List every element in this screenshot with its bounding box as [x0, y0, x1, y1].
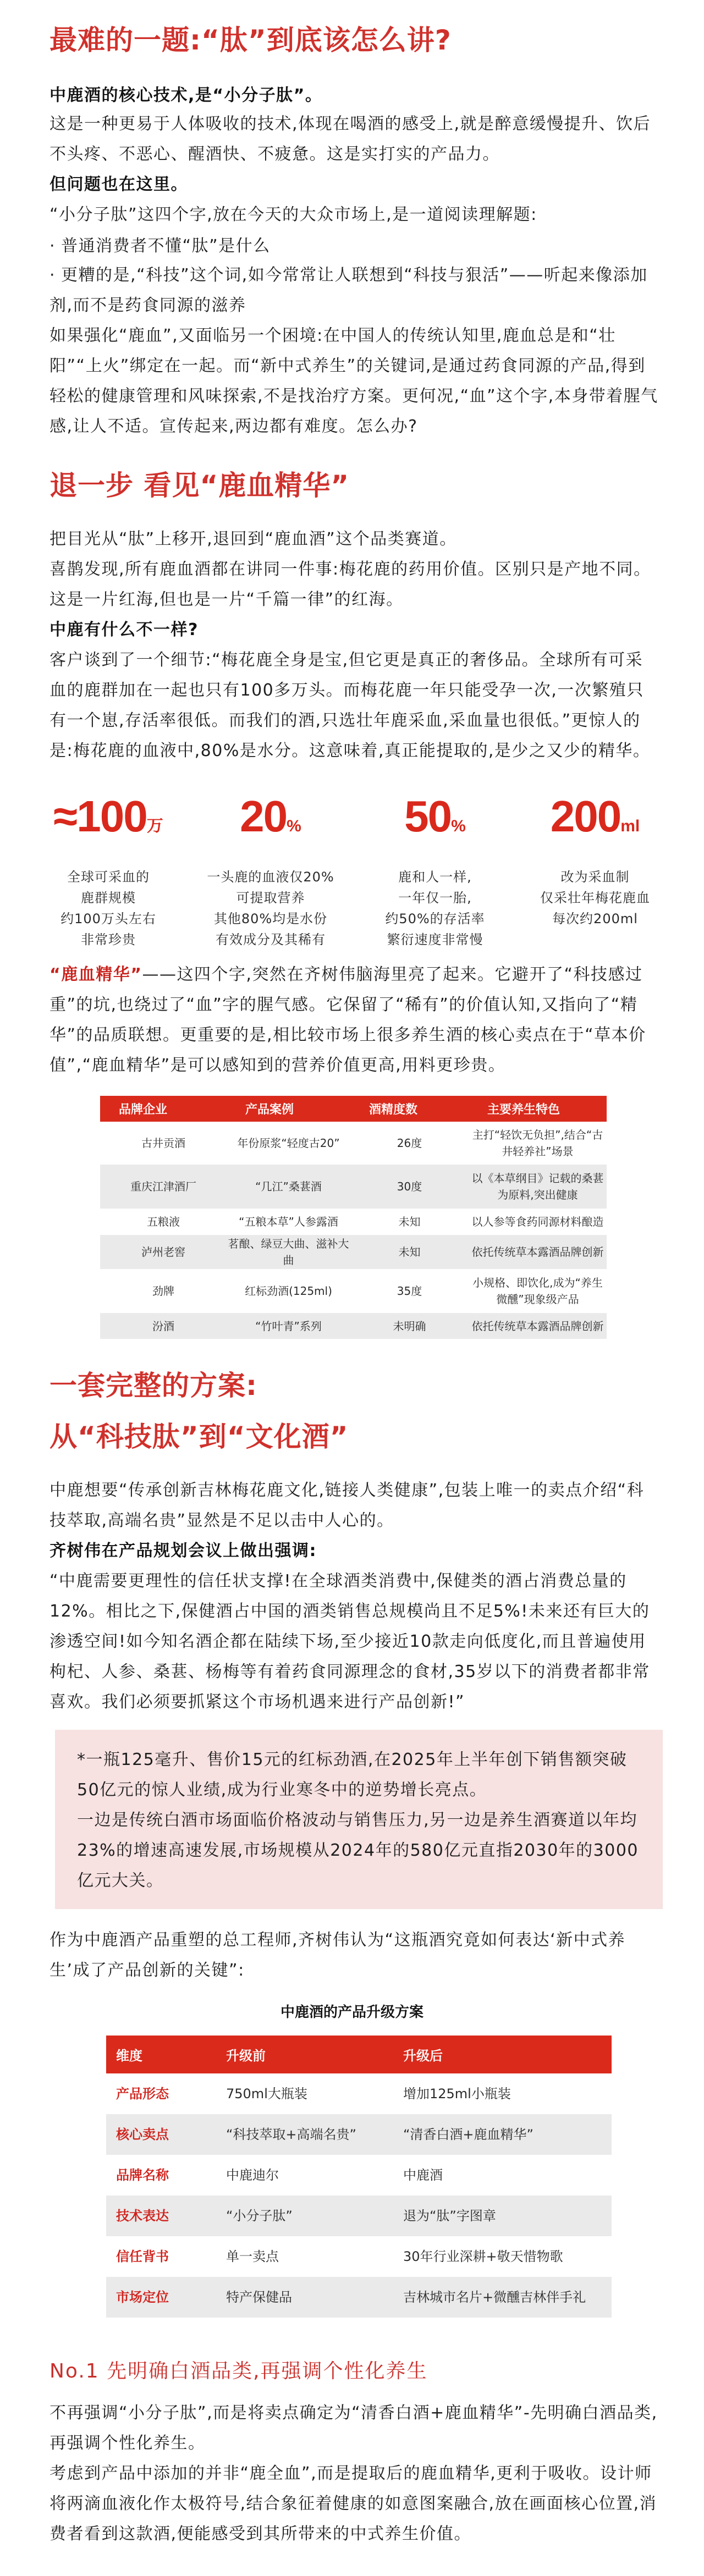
- bullet-item: · 更糟的是,“科技”这个词,如今常常让人联想到“科技与狠活”——听起来像添加剂,而不是药食同源的滋养: [50, 260, 660, 321]
- column-header: 酒精度数: [350, 1096, 469, 1122]
- table-row: 产品形态 750ml大瓶装 增加125ml小瓶装: [116, 2086, 511, 2101]
- paragraph-client-detail: 客户谈到了一个细节:“梅花鹿全身是宝,但它更是真正的奢侈品。全球所有可采血的鹿群加在一起也只有100多万头。而梅花鹿一年只能受孕一次,一次繁殖只有一个崽,存活率很低。而我们的酒,只选壮年鹿采血,采血量也很低。”更惊人的是:梅花鹿的血液中,80%是水分。这意味着,真正能提取的,是少之又少的精华。: [50, 650, 651, 760]
- column-header: 维度: [106, 2036, 216, 2073]
- callout-paragraph: 一边是传统白酒市场面临价格波动与销售压力,另一边是养生酒赛道以年均23%的增速高速发展,市场规模从2024年的580亿元直指2030年的3000亿元大关。: [77, 1811, 639, 1890]
- column-header: 品牌企业: [100, 1096, 227, 1122]
- callout-box: [55, 1730, 663, 1909]
- paragraph-quote: “中鹿需要更理性的信任状支撑!在全球酒类消费中,保健类的酒占消费总量的12%。相比之下,保健酒占中国的酒类销售总规模尚且不足5%!未来还有巨大的渗透空间!如今知名酒企都在陆续下场,至少接近10款走向低度化,而且普遍使用枸杞、人参、桑葚、杨梅等有着药食同源理念的食材,35岁以下的消费者都非常喜欢。我们必须要抓紧这个市场机遇来进行产品创新!”: [50, 1571, 650, 1712]
- paragraph-no1-positioning: 不再强调“小分子肽”,而是将卖点确定为“清香白酒+鹿血精华”-先明确白酒品类,再强调个性化养生。: [50, 2403, 658, 2453]
- paragraph-red-ocean: 这是一片红海,但也是一片“千篇一律”的红海。: [50, 590, 404, 609]
- stat-extractable: [194, 792, 348, 950]
- table-row: 信任背书 单一卖点 30年行业深耕+敬天惜物歌: [116, 2249, 563, 2264]
- stat-value: 200ml: [550, 792, 640, 841]
- paragraph-deer-blood-dilemma: 如果强化“鹿血”,又面临另一个困境:在中国人的传统认知里,鹿血总是和“壮阳”“上火”绑定在一起。而“新中式养生”的关键词,是通过药食同源的产品,得到轻松的健康管理和风味探索,不是找治疗方案。更何况,“血”这个字,本身带着腥气感,让人不适。宣传起来,两边都有难度。怎么办?: [50, 326, 658, 436]
- table-header-row: [100, 1096, 607, 1122]
- table-row: 泸州老窖 茗酿、绿豆大曲、滋补大曲 未知 依托传统草本露酒品牌创新: [100, 1235, 607, 1269]
- paragraph-essence-insight: “鹿血精华”——这四个字,突然在齐树伟脑海里亮了起来。它避开了“科技感过重”的坑,也绕过了“血”字的腥气感。它保留了“稀有”的价值认知,又指向了“精华”的品质联想。更重要的是,相比较市场上很多养生酒的核心卖点在于“草本价值”,“鹿血精华”是可以感知到的营养价值更高,用料更珍贵。: [50, 965, 646, 1075]
- stat-blood-per-draw: [518, 792, 672, 929]
- upgrade-table: [106, 2036, 612, 2318]
- column-header: 升级前: [216, 2036, 393, 2073]
- paragraph-shift-focus: 把目光从“肽”上移开,退回到“鹿血酒”这个品类赛道。: [50, 529, 457, 549]
- section-heading-culture-wine: 从“科技肽”到“文化酒”: [50, 1421, 349, 1453]
- table-row: 重庆江津酒厂 “几江”桑葚酒 30度 以《本草纲目》记载的桑葚为原料,突出健康: [100, 1165, 607, 1209]
- section-heading-complete-plan: 一套完整的方案:: [50, 1370, 257, 1402]
- paragraph-chief-engineer: 作为中鹿酒产品重塑的总工程师,齐树伟认为“这瓶酒究竟如何表达‘新中式养生’成了产品创新的关键”:: [50, 1930, 626, 1980]
- competitor-table: [100, 1096, 607, 1339]
- table-row: 市场定位 特产保健品 吉林城市名片+微醺吉林伴手礼: [106, 2277, 612, 2318]
- stat-herd-size: [31, 792, 185, 950]
- table-row: 五粮液 “五粮本草”人参露酒 未知 以人参等食药同源材料酿造: [147, 1215, 604, 1228]
- paragraph-reading-question: “小分子肽”这四个字,放在今天的大众市场上,是一道阅读理解题:: [50, 205, 537, 224]
- table-row: 核心卖点 “科技萃取+高端名贵” “清香白酒+鹿血精华”: [106, 2114, 612, 2155]
- paragraph-brand-goal: 中鹿想要“传承创新吉林梅花鹿文化,链接人类健康”,包装上唯一的卖点介绍“科技萃取,高端名贵”显然是不足以击中人心的。: [50, 1481, 645, 1530]
- column-header: 产品案例: [227, 1096, 350, 1122]
- table-header-row: [106, 2036, 612, 2073]
- stat-survival-rate: [358, 792, 512, 950]
- table-row: 品牌名称 中鹿迪尔 中鹿酒: [116, 2167, 443, 2183]
- bullet-item: · 普通消费者不懂“肽”是什么: [50, 231, 660, 261]
- table-row: 劲牌 红标劲酒(125ml) 35度 小规格、即饮化,成为“养生微醺”现象级产品: [152, 1276, 603, 1306]
- stat-value: ≈100万: [53, 792, 163, 841]
- bold-what-different: 中鹿有什么不一样?: [50, 620, 199, 639]
- upgrade-table-title: 中鹿酒的产品升级方案: [280, 2004, 424, 2021]
- callout-paragraph: *一瓶125毫升、售价15元的红标劲酒,在2025年上半年创下销售额突破50亿元的惊人业绩,成为行业寒冬中的逆势增长亮点。: [77, 1750, 628, 1800]
- table-row: 技术表达 “小分子肽” 退为“肽”字图章: [106, 2196, 612, 2236]
- highlight-deer-essence: “鹿血精华”: [50, 965, 142, 984]
- table-row: 古井贡酒 年份原浆“轻度古20” 26度 主打“轻饮无负担”,结合“古井轻养社”场景: [141, 1128, 603, 1158]
- stat-caption: 一头鹿的血液仅20% 可提取营养 其他80%均是水份 有效成分及其稀有: [207, 869, 334, 947]
- paragraph-all-same: 喜鹊发现,所有鹿血酒都在讲同一件事:梅花鹿的药用价值。区别只是产地不同。: [50, 560, 651, 579]
- section-heading-deer-essence: 退一步 看见“鹿血精华”: [50, 470, 350, 501]
- paragraph-tech-benefit: 这是一种更易于人体吸收的技术,体现在喝酒的感受上,就是醉意缓慢提升、饮后不头疼、不恶心、醒酒快、不疲惫。这是实打实的产品力。: [50, 114, 651, 164]
- stat-caption: 全球可采血的 鹿群规模 约100万头左右 非常珍贵: [61, 869, 156, 947]
- stat-value: 50%: [404, 792, 466, 841]
- bold-meeting-emphasis: 齐树伟在产品规划会议上做出强调:: [50, 1541, 317, 1560]
- stat-caption: 鹿和人一样, 一年仅一胎, 约50%的存活率 繁衍速度非常慢: [385, 869, 485, 947]
- lead-bold-core-tech: 中鹿酒的核心技术,是“小分子肽”。: [50, 86, 323, 105]
- subheading-no1: No.1 先明确白酒品类,再强调个性化养生: [50, 2360, 428, 2382]
- table-row: 汾酒 “竹叶青”系列 未明确 依托传统草本露酒品牌创新: [100, 1313, 607, 1339]
- stat-value: 20%: [240, 792, 301, 841]
- section-heading-peptide: 最难的一题:“肽”到底该怎么讲?: [50, 24, 452, 56]
- bold-problem-here: 但问题也在这里。: [50, 175, 188, 194]
- column-header: 升级后: [393, 2036, 612, 2073]
- paragraph-no1-design: 考虑到产品中添加的并非“鹿全血”,而是提取后的鹿血精华,更利于吸收。设计师将两滴血液化作太极符号,结合象征着健康的如意图案融合,放在画面核心位置,消费者看到这款酒,便能感受到其所带来的中式养生价值。: [50, 2464, 657, 2544]
- column-header: 主要养生特色: [469, 1096, 607, 1122]
- stat-caption: 改为采血制 仅采壮年梅花鹿血 每次约200ml: [540, 869, 650, 926]
